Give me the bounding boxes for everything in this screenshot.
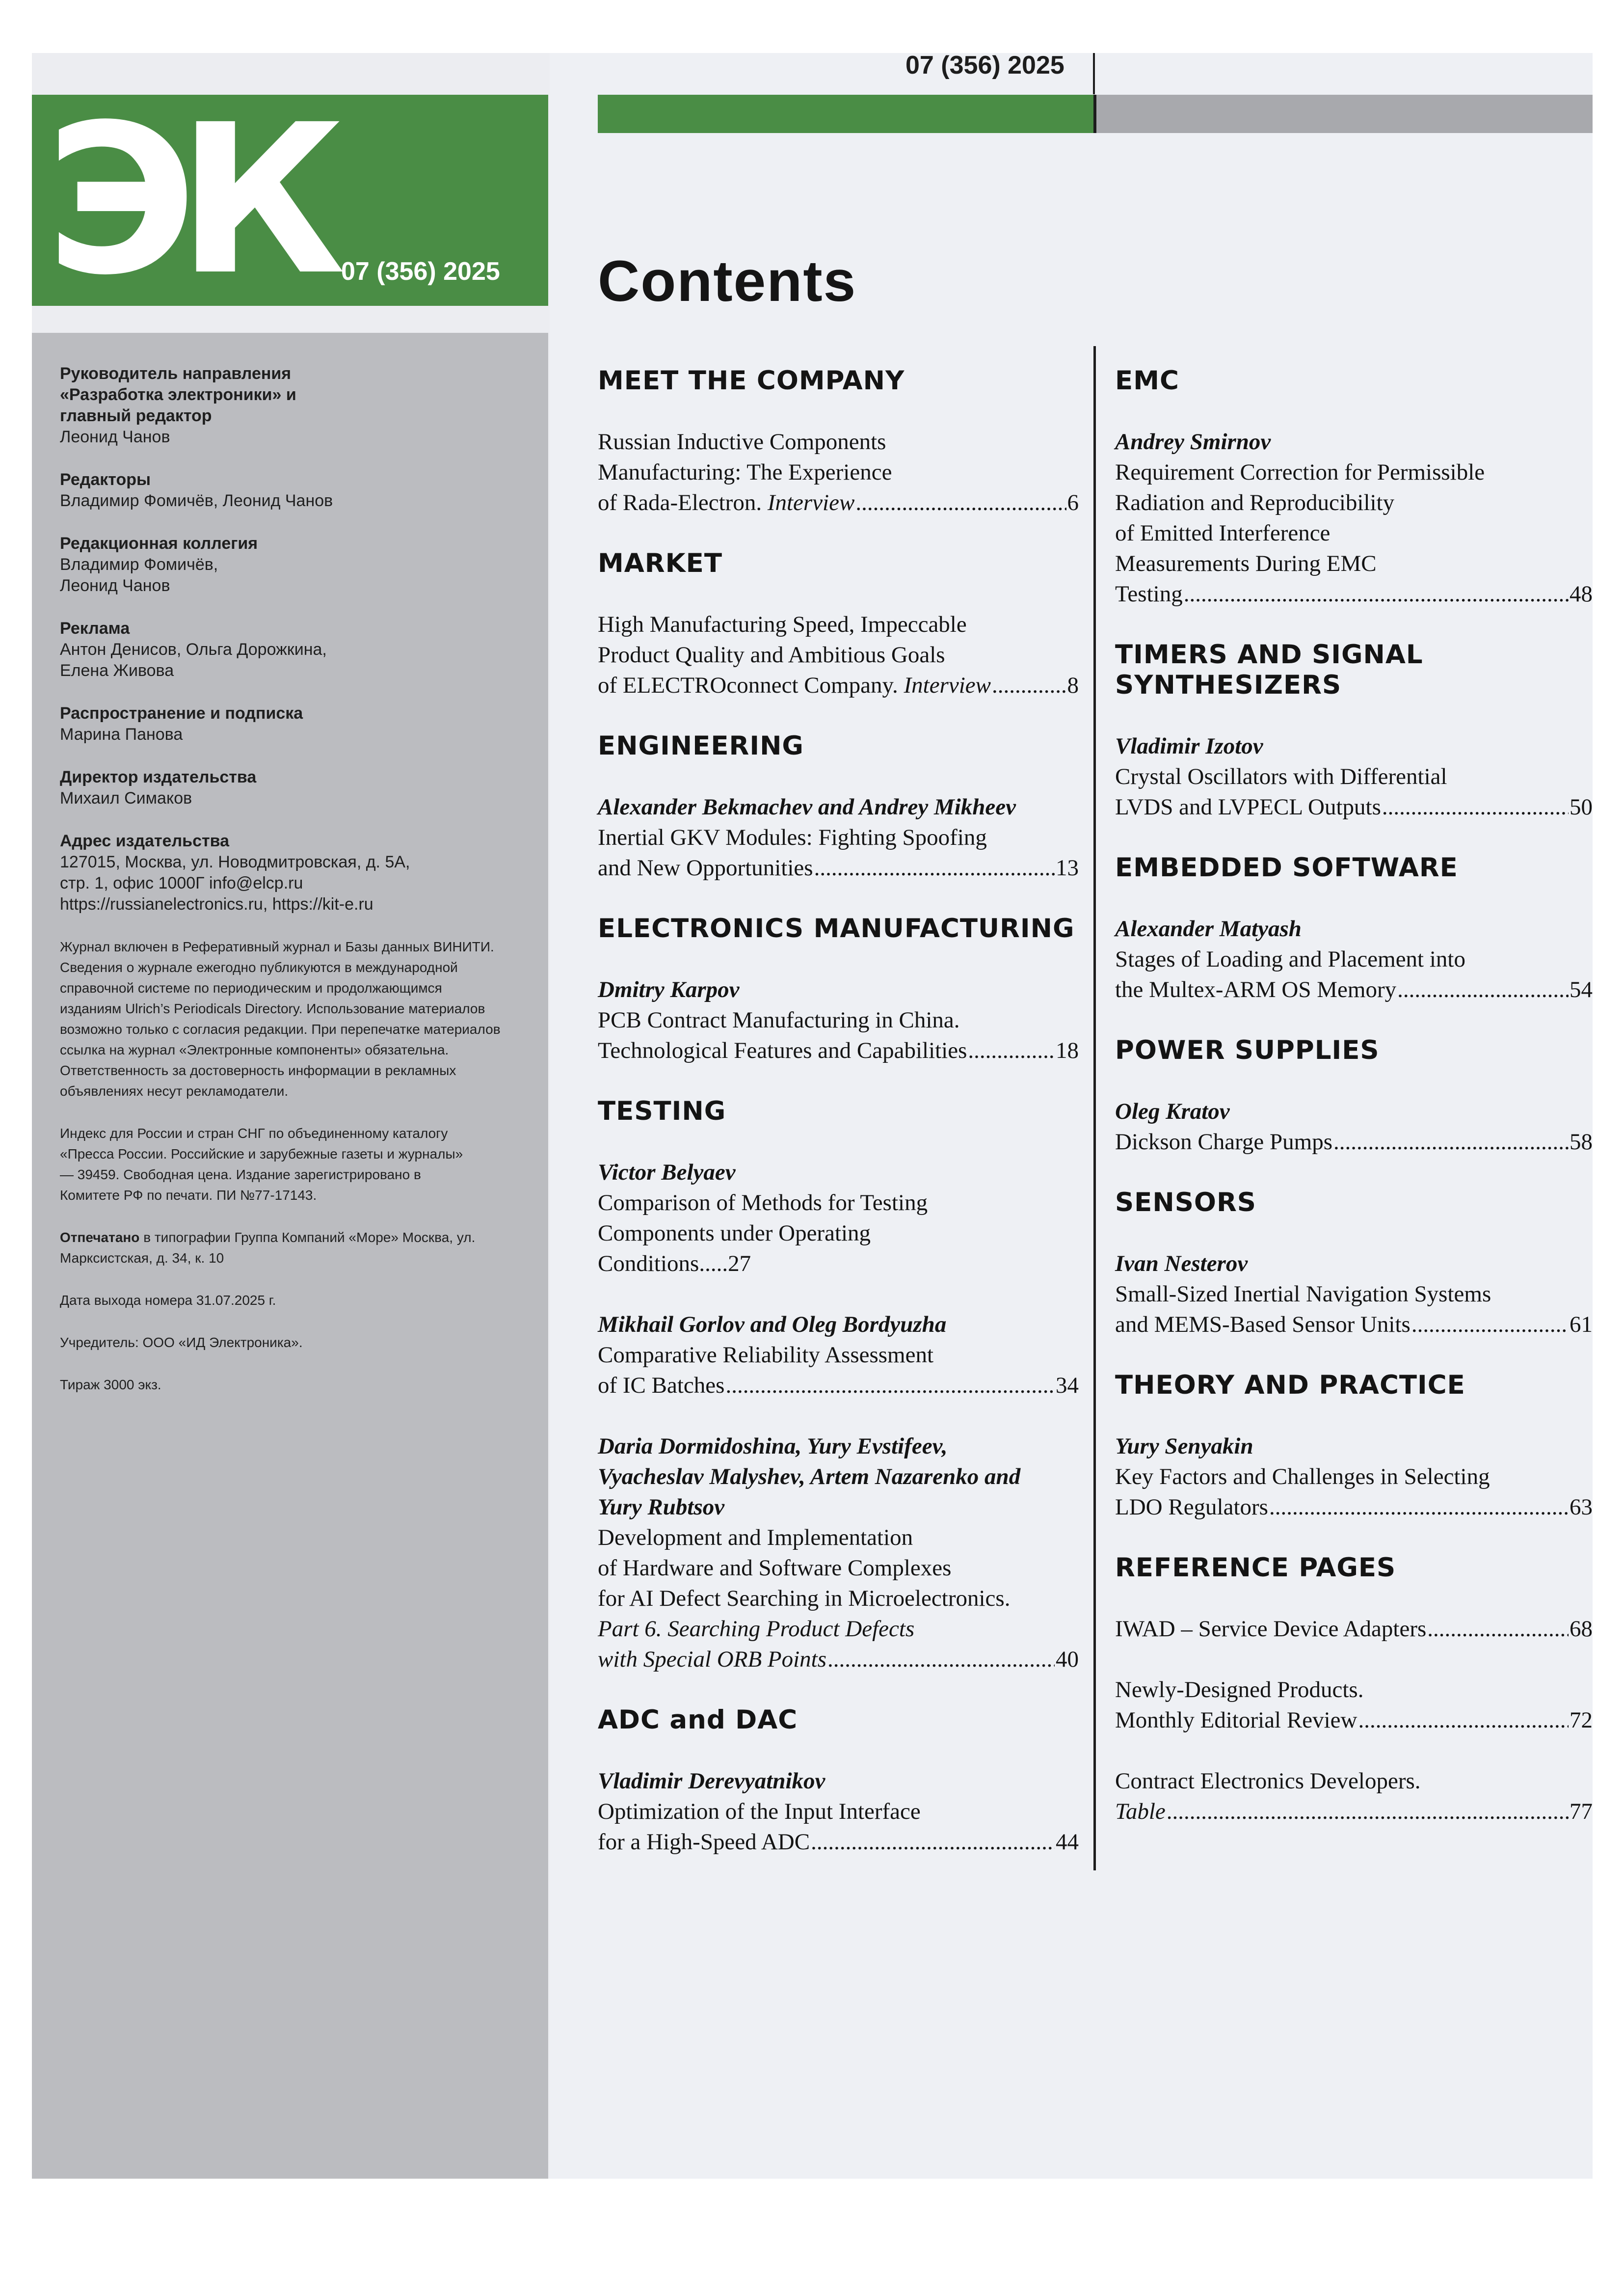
entry-title-line: High Manufacturing Speed, Impeccable bbox=[598, 612, 967, 637]
entry-title-end bbox=[1115, 974, 1396, 1005]
release-date: Дата выхода номера 31.07.2025 г. bbox=[60, 1293, 276, 1308]
masthead-block-title: Распространение и подписка bbox=[60, 704, 303, 723]
masthead-block-text: Марина Панова bbox=[60, 725, 183, 744]
entry-title-line: Measurements During EMC bbox=[1115, 551, 1377, 576]
entry-title-line: Components under Operating bbox=[598, 1220, 871, 1246]
entry-title-line: Conditions.....27 bbox=[598, 1251, 751, 1276]
toc-entry[interactable] bbox=[1115, 1431, 1593, 1522]
entry-author: Alexander Matyash bbox=[1115, 916, 1302, 942]
masthead-note: Индекс для России и стран СНГ по объединенному каталогу «Пресса России. Российские и зарубежные газеты и журналы» — 39459. Свободная цена. Издание зарегистрировано в Комитете РФ по печати. ПИ №77-17143. bbox=[60, 1126, 463, 1203]
toc-entry[interactable] bbox=[1115, 1614, 1593, 1644]
section-heading: ENGINEERING bbox=[598, 731, 804, 761]
logo-issue-number: 07 (356) 2025 bbox=[341, 257, 500, 286]
entry-title-end bbox=[1115, 1127, 1332, 1157]
entry-title-line: Optimization of the Input Interface bbox=[598, 1799, 921, 1824]
page-number: 54 bbox=[1570, 977, 1593, 1002]
contents-column-left bbox=[598, 366, 1079, 1888]
dot-leader bbox=[1269, 1492, 1569, 1522]
entry-author: Alexander Bekmachev and Andrey Mikheev bbox=[598, 794, 1016, 820]
entry-title-end bbox=[598, 853, 813, 883]
entry-title-line: Comparison of Methods for Testing bbox=[598, 1190, 928, 1216]
entry-title-line: Newly-Designed Products. bbox=[1115, 1677, 1364, 1702]
entry-title-end bbox=[598, 1370, 724, 1401]
entry-title-text: LVDS and LVPECL Outputs bbox=[1115, 794, 1381, 820]
entry-title-text: and New Opportunities bbox=[598, 855, 813, 881]
masthead-block-text: Владимир Фомичёв, Леонид Чанов bbox=[60, 555, 218, 595]
toc-entry[interactable] bbox=[598, 1157, 1079, 1279]
column-divider bbox=[1093, 346, 1096, 1870]
entry-title-line: PCB Contract Manufacturing in China. bbox=[598, 1007, 960, 1033]
page-number: 77 bbox=[1570, 1799, 1593, 1824]
entry-title-end bbox=[1115, 1705, 1357, 1735]
entry-leader-line bbox=[1115, 792, 1593, 822]
entry-title-line: for AI Defect Searching in Microelectronics. bbox=[598, 1586, 1011, 1611]
masthead-block-title: Директор издательства bbox=[60, 768, 257, 786]
entry-title-end bbox=[1115, 579, 1183, 609]
section-heading: TIMERS AND SIGNAL SYNTHESIZERS bbox=[1115, 640, 1423, 700]
entry-author: Mikhail Gorlov and Oleg Bordyuzha bbox=[598, 1312, 947, 1337]
entry-title-line: Development and Implementation bbox=[598, 1525, 913, 1550]
entry-leader-line bbox=[598, 1370, 1079, 1401]
entry-title-line: Product Quality and Ambitious Goals bbox=[598, 642, 945, 668]
entry-title-text: the Multex-ARM OS Memory bbox=[1115, 977, 1397, 1002]
toc-entry[interactable] bbox=[598, 427, 1079, 518]
header-issue-number: 07 (356) 2025 bbox=[905, 51, 1064, 80]
entry-title-line: of Hardware and Software Complexes bbox=[598, 1555, 952, 1581]
masthead bbox=[60, 363, 531, 1417]
dot-leader bbox=[725, 1370, 1055, 1401]
entry-author: Oleg Kratov bbox=[1115, 1099, 1230, 1124]
entry-title-line: Manufacturing: The Experience bbox=[598, 459, 892, 485]
entry-title-text: Dickson Charge Pumps bbox=[1115, 1129, 1333, 1155]
section-heading: EMC bbox=[1115, 366, 1179, 396]
entry-author: Ivan Nesterov bbox=[1115, 1251, 1248, 1276]
circulation: Тираж 3000 экз. bbox=[60, 1377, 161, 1392]
toc-entry[interactable] bbox=[1115, 1248, 1593, 1340]
section-heading: ADC and DAC bbox=[598, 1705, 798, 1735]
toc-section bbox=[598, 914, 1079, 1066]
toc-section bbox=[1115, 1370, 1593, 1522]
entry-author: Victor Belyaev bbox=[598, 1160, 736, 1185]
entry-title-text: Monthly Editorial Review bbox=[1115, 1707, 1357, 1733]
dot-leader bbox=[1411, 1309, 1569, 1340]
entry-author: Yury Senyakin bbox=[1115, 1433, 1253, 1459]
printing-info bbox=[60, 1227, 492, 1269]
entry-title-text: LDO Regulators bbox=[1115, 1494, 1268, 1520]
entry-leader-line bbox=[1115, 579, 1593, 609]
entry-title-line: Comparative Reliability Assessment bbox=[598, 1342, 934, 1368]
toc-entry[interactable] bbox=[598, 1766, 1079, 1857]
entry-leader-line bbox=[1115, 1796, 1593, 1827]
entry-title-line: Small-Sized Inertial Navigation Systems bbox=[1115, 1281, 1491, 1307]
entry-author: Vladimir Derevyatnikov bbox=[598, 1768, 825, 1794]
masthead-block-title: Редакторы bbox=[60, 470, 151, 489]
entry-title-line: of Emitted Interference bbox=[1115, 520, 1330, 546]
toc-section bbox=[1115, 853, 1593, 1005]
toc-section bbox=[1115, 640, 1593, 822]
toc-entry[interactable] bbox=[598, 609, 1079, 701]
page-number: 50 bbox=[1570, 794, 1593, 820]
toc-section bbox=[1115, 1553, 1593, 1827]
page-number: 8 bbox=[1067, 673, 1079, 698]
dot-leader bbox=[1382, 792, 1569, 822]
toc-section bbox=[598, 548, 1079, 701]
entry-title-line: Requirement Correction for Permissible bbox=[1115, 459, 1485, 485]
entry-leader-line bbox=[1115, 1309, 1593, 1340]
entry-title-text: of IC Batches bbox=[598, 1373, 725, 1398]
masthead-block bbox=[60, 703, 531, 745]
toc-entry[interactable] bbox=[1115, 914, 1593, 1005]
masthead-block-text: Михаил Симаков bbox=[60, 789, 192, 808]
entry-title-text: of ELECTROconnect Company. bbox=[598, 673, 904, 698]
dot-leader bbox=[968, 1035, 1055, 1066]
page-number: 63 bbox=[1570, 1494, 1593, 1520]
entry-leader-line bbox=[1115, 1705, 1593, 1735]
toc-section bbox=[598, 731, 1079, 883]
entry-author: Andrey Smirnov bbox=[1115, 429, 1271, 455]
entry-title-end bbox=[598, 1827, 810, 1857]
entry-leader-line bbox=[598, 853, 1079, 883]
section-heading: REFERENCE PAGES bbox=[1115, 1553, 1396, 1583]
entry-leader-line bbox=[1115, 1127, 1593, 1157]
toc-section bbox=[598, 1705, 1079, 1857]
entry-title-end bbox=[1115, 792, 1381, 822]
masthead-block-title: Редакционная коллегия bbox=[60, 534, 258, 553]
page-number: 34 bbox=[1056, 1373, 1079, 1398]
dot-leader bbox=[992, 670, 1066, 701]
header-tick bbox=[1093, 53, 1095, 94]
entry-title-text: for a High-Speed ADC bbox=[598, 1829, 810, 1855]
dot-leader bbox=[1427, 1614, 1569, 1644]
logo-letters: ЭК bbox=[46, 81, 326, 321]
masthead-block bbox=[60, 831, 531, 915]
page-number: 40 bbox=[1056, 1647, 1079, 1672]
founder: Учредитель: ООО «ИД Электроника». bbox=[60, 1335, 303, 1350]
entry-title-end bbox=[1115, 1796, 1166, 1827]
entry-title-italic: Interview bbox=[767, 490, 855, 515]
printed-text: в типографии Группа Компаний «Море» Москва, ул. Марксистская, д. 34, к. 10 bbox=[60, 1230, 476, 1266]
header-bar-green bbox=[598, 95, 1093, 133]
entry-title-line: Russian Inductive Components bbox=[598, 429, 886, 455]
dot-leader bbox=[814, 853, 1055, 883]
entry-title-line: Contract Electronics Developers. bbox=[1115, 1768, 1421, 1794]
section-heading: SENSORS bbox=[1115, 1188, 1256, 1217]
entry-leader-line bbox=[598, 1644, 1079, 1675]
entry-leader-line bbox=[1115, 974, 1593, 1005]
toc-entry[interactable] bbox=[1115, 427, 1593, 609]
entry-title-end bbox=[598, 1035, 967, 1066]
dot-leader bbox=[1333, 1127, 1569, 1157]
toc-entry[interactable] bbox=[598, 1309, 1079, 1401]
masthead-block-title: Руководитель направления «Разработка электроники» и главный редактор bbox=[60, 364, 296, 425]
entry-title-end bbox=[598, 670, 991, 701]
masthead-block-text: Леонид Чанов bbox=[60, 428, 170, 446]
page-number: 44 bbox=[1056, 1829, 1079, 1855]
page-number: 13 bbox=[1056, 855, 1079, 881]
entry-leader-line bbox=[1115, 1492, 1593, 1522]
masthead-block-title: Адрес издательства bbox=[60, 832, 229, 850]
entry-subtitle-line: Part 6. Searching Product Defects bbox=[598, 1616, 915, 1642]
masthead-block bbox=[60, 363, 531, 448]
entry-author: Vladimir Izotov bbox=[1115, 733, 1263, 759]
header-bar-gray bbox=[1096, 95, 1593, 133]
page-number: 48 bbox=[1570, 581, 1593, 607]
entry-leader-line bbox=[598, 670, 1079, 701]
entry-title-line: Crystal Oscillators with Differential bbox=[1115, 764, 1447, 789]
entry-title-italic: with Special ORB Points bbox=[598, 1647, 827, 1672]
dot-leader bbox=[827, 1644, 1055, 1675]
page-number: 18 bbox=[1056, 1038, 1079, 1063]
masthead-block-title: Реклама bbox=[60, 619, 130, 638]
entry-title-italic: Interview bbox=[904, 673, 991, 698]
masthead-block bbox=[60, 618, 531, 681]
entry-title-line: Key Factors and Challenges in Selecting bbox=[1115, 1464, 1490, 1489]
entry-title-text: Testing bbox=[1115, 581, 1183, 607]
contents-column-right bbox=[1115, 366, 1593, 1857]
masthead-block bbox=[60, 767, 531, 809]
toc-entry[interactable] bbox=[598, 1431, 1079, 1675]
entry-title-end bbox=[598, 487, 854, 518]
section-heading: MEET THE COMPANY bbox=[598, 366, 905, 396]
entry-title-italic: Table bbox=[1115, 1799, 1166, 1824]
entry-title-end bbox=[1115, 1309, 1410, 1340]
entry-title-line: Stages of Loading and Placement into bbox=[1115, 946, 1465, 972]
page-number: 61 bbox=[1570, 1312, 1593, 1337]
printed-label: Отпечатано bbox=[60, 1230, 140, 1245]
toc-entry[interactable] bbox=[1115, 731, 1593, 822]
dot-leader bbox=[1167, 1796, 1569, 1827]
masthead-block bbox=[60, 533, 531, 596]
section-heading: ELECTRONICS MANUFACTURING bbox=[598, 914, 1075, 944]
entry-leader-line bbox=[1115, 1614, 1593, 1644]
entry-title-text: of Rada-Electron. bbox=[598, 490, 768, 515]
section-heading: MARKET bbox=[598, 548, 722, 578]
entry-leader-line bbox=[598, 1827, 1079, 1857]
masthead-block bbox=[60, 469, 531, 512]
section-heading: POWER SUPPLIES bbox=[1115, 1035, 1380, 1065]
toc-section bbox=[598, 1096, 1079, 1675]
entry-leader-line bbox=[598, 1035, 1079, 1066]
section-heading: THEORY AND PRACTICE bbox=[1115, 1370, 1465, 1400]
dot-leader bbox=[811, 1827, 1055, 1857]
entry-author: Daria Dormidoshina, Yury Evstifeev, Vyacheslav Malyshev, Artem Nazarenko and Yury Rubtsov bbox=[598, 1433, 1021, 1520]
dot-leader bbox=[1184, 579, 1569, 609]
entry-leader-line bbox=[598, 487, 1079, 518]
toc-section bbox=[1115, 366, 1593, 609]
toc-section bbox=[1115, 1188, 1593, 1340]
entry-title-end bbox=[1115, 1614, 1426, 1644]
page-title: Contents bbox=[598, 249, 857, 314]
page-number: 6 bbox=[1067, 490, 1079, 515]
masthead-note: Журнал включен в Реферативный журнал и Базы данных ВИНИТИ. Сведения о журнале ежегодно публикуются в международной справочной системе по периодическим и продолжающимся изданиям Ulrich’s Periodicals Directory. Использование материалов возможно только с согласия редакции. При перепечатке материалов ссылка на журнал «Электронные компоненты» обязательна. Ответственность за достоверность информации в рекламных объявлениях несут рекламодатели. bbox=[60, 939, 501, 1099]
page-number: 58 bbox=[1570, 1129, 1593, 1155]
entry-title-text: Technological Features and Capabilities bbox=[598, 1038, 967, 1063]
entry-title-text: IWAD – Service Device Adapters bbox=[1115, 1616, 1427, 1642]
page-number: 72 bbox=[1570, 1707, 1593, 1733]
entry-title-line: Inertial GKV Modules: Fighting Spoofing bbox=[598, 825, 987, 850]
entry-author: Dmitry Karpov bbox=[598, 977, 740, 1002]
dot-leader bbox=[1358, 1705, 1569, 1735]
section-heading: EMBEDDED SOFTWARE bbox=[1115, 853, 1458, 883]
entry-title-end bbox=[598, 1644, 826, 1675]
toc-entry[interactable] bbox=[1115, 1096, 1593, 1157]
page-number: 68 bbox=[1570, 1616, 1593, 1642]
toc-section bbox=[1115, 1035, 1593, 1157]
dot-leader bbox=[1397, 974, 1569, 1005]
entry-title-line: Radiation and Reproducibility bbox=[1115, 490, 1395, 515]
masthead-block-text: Владимир Фомичёв, Леонид Чанов bbox=[60, 491, 333, 510]
dot-leader bbox=[855, 487, 1066, 518]
toc-entry[interactable] bbox=[1115, 1675, 1593, 1735]
toc-entry[interactable] bbox=[598, 792, 1079, 883]
magazine-logo bbox=[32, 81, 548, 321]
toc-entry[interactable] bbox=[1115, 1766, 1593, 1827]
entry-title-end bbox=[1115, 1492, 1268, 1522]
publisher-address: 127015, Москва, ул. Новодмитровская, д. 5А, стр. 1, офис 1000Г info@elcp.ru https://russianelectronics.ru, https://kit-e.ru bbox=[60, 853, 410, 914]
entry-title-text: and MEMS-Based Sensor Units bbox=[1115, 1312, 1410, 1337]
toc-entry[interactable] bbox=[598, 974, 1079, 1066]
masthead-block-text: Антон Денисов, Ольга Дорожкина, Елена Живова bbox=[60, 640, 327, 680]
section-heading: TESTING bbox=[598, 1096, 726, 1126]
toc-section bbox=[598, 366, 1079, 518]
